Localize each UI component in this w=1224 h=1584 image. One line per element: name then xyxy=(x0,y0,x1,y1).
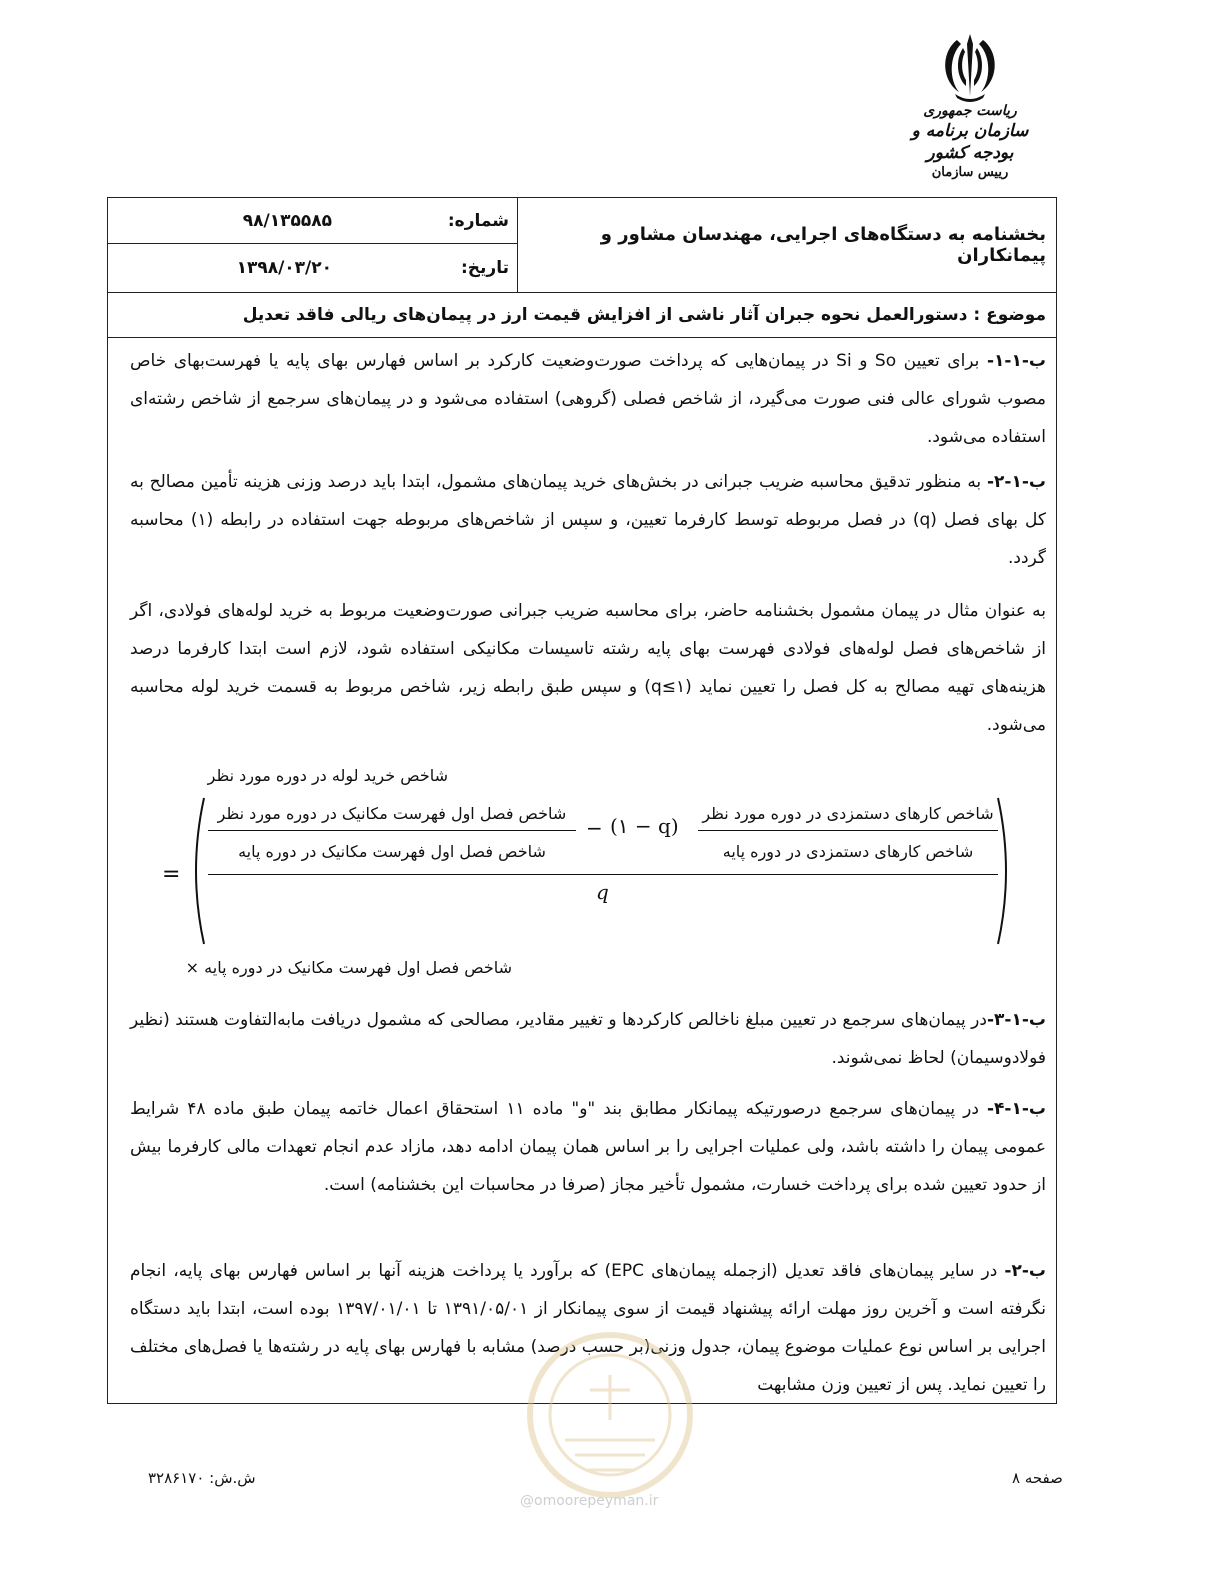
clause-code: ب-۱-۳- xyxy=(986,1010,1046,1030)
clause-text: در سایر پیمان‌های فاقد تعدیل (ازجمله پیمان‌های EPC) که برآورد یا پرداخت هزینه آنها بر اساس فهارس بهای پایه، انجام نگرفته است و آخرین روز مهلت ارائه پیشنهاد قیمت از سوی پیمانکار از ۱۳۹۱/۰۵/۰۱ تا ۱۳۹۷/۰۱/۰۱ بوده است، ابتدا باید دستگاه اجرایی بر اساس نوع عملیات موضوع پیمان، جدول وزنی(بر حسب درصد) مشابه با فهارس بهای پایه در رشته‌ها یا فصل‌های مختلف را تعیین نماید. پس از تعیین وزن مشابهت xyxy=(130,1261,1047,1395)
formula-equals: = xyxy=(162,862,181,887)
letter-header-table xyxy=(108,198,1056,292)
organization-header xyxy=(895,30,1045,195)
letter-date-label: تاریخ: xyxy=(461,258,509,278)
postal-code-label: ش.ش: ۳۲۸۶۱۷۰ xyxy=(148,1469,256,1487)
clause-text: در پیمان‌های سرجمع در تعیین مبلغ ناخالص کارکردها و تغییر مقادیر، مصالحی که مشمول دریافت مابه‌التفاوت هستند (نظیر فولادوسیمان) لحاظ نمی‌شوند. xyxy=(130,1010,1046,1068)
letter-subject: موضوع : دستورالعمل نحوه جبران آثار ناشی از افزایش قیمت ارز در پیمان‌های ریالی فاقد تعدیل xyxy=(108,292,1056,338)
formula-q: q xyxy=(596,880,609,904)
page-number: صفحه ۸ xyxy=(1012,1469,1063,1487)
clause-b-1-4 xyxy=(130,1090,1046,1204)
letter-frame xyxy=(107,197,1057,1404)
formula-lhs: شاخص خرید لوله در دوره مورد نظر xyxy=(207,766,448,785)
clause-code: ب-۱-۱- xyxy=(986,351,1046,371)
term1-numerator: شاخص کارهای دستمزدی در دوره مورد نظر xyxy=(702,804,994,823)
letter-number-value: ۹۸/۱۳۵۵۸۵ xyxy=(242,210,332,231)
main-fraction-bar xyxy=(208,874,998,875)
clause-code: ب-۲- xyxy=(1004,1261,1046,1281)
formula-minus: − xyxy=(586,816,603,840)
right-paren-icon xyxy=(996,796,1016,946)
term2-numerator: شاخص فصل اول فهرست مکانیک در دوره مورد نظر xyxy=(217,804,567,823)
reference-box xyxy=(108,198,518,292)
term1-fraction-bar xyxy=(698,830,998,831)
letter-number-label: شماره: xyxy=(447,210,509,231)
clause-code: ب-۱-۲- xyxy=(986,472,1046,492)
watermark-handle: @omoorepeyman.ir xyxy=(520,1493,659,1509)
example-paragraph: به عنوان مثال در پیمان مشمول بخشنامه حاضر، برای محاسبه ضریب جبرانی صورت‌وضعیت مربوط به خرید لوله‌های فولادی، اگر از شاخص‌های فصل لوله‌های فولادی فهرست بهای پایه رشته تاسیسات مکانیکی استفاده شود، لازم است ابتدا کارفرما درصد هزینه‌های تهیه مصالح به کل فصل را تعیین نماید (q≤۱) و سپس طبق رابطه زیر، شاخص مربوط به قسمت خرید لوله محاسبه می‌شود. xyxy=(130,601,1047,735)
term2-fraction-bar xyxy=(208,830,576,831)
formula xyxy=(158,766,1038,977)
letter-date-row xyxy=(108,244,517,292)
term1-denominator: شاخص کارهای دستمزدی در دوره پایه xyxy=(722,842,974,861)
letter-number-row xyxy=(108,198,517,244)
clause-b-1-2 xyxy=(130,463,1046,577)
clause-b-1-3 xyxy=(130,1001,1046,1077)
term2-denominator: شاخص فصل اول فهرست مکانیک در دوره پایه xyxy=(238,842,546,861)
org-president-label: ریاست جمهوری xyxy=(923,103,1017,119)
clause-text: برای تعیین So و Si در پیمان‌هایی که پرداخت صورت‌وضعیت کارکرد بر اساس فهارس بهای پایه یا فهرست‌بهای خاص مصوب شورای عالی فنی صورت می‌گیرد، از شاخص فصلی (گروهی) استفاده می‌شود و در پیمان‌های سرجمع از شاخص رشته‌ای استفاده می‌شود. xyxy=(130,351,1046,447)
recipients-title: بخشنامه به دستگاه‌های اجرایی، مهندسان مشاور و پیمانکاران xyxy=(600,224,1046,266)
formula-tail: شاخص فصل اول فهرست مکانیک در دوره پایه × xyxy=(185,958,512,977)
formula-coefficient: (۱ − q) xyxy=(610,814,679,838)
org-role-label: رییس سازمان xyxy=(931,165,1009,180)
clause-b-1-1 xyxy=(130,342,1046,456)
left-paren-icon xyxy=(186,796,206,946)
clause-text: به منظور تدقیق محاسبه ضریب جبرانی در بخش‌های خرید پیمان‌های مشمول، ابتدا باید درصد وزنی هزینه تأمین مصالح به کل بهای فصل (q) در فصل مربوطه توسط کارفرما تعیین، و سپس از شاخص‌های مربوطه جهت استفاده در رابطه (۱) محاسبه گردد. xyxy=(130,472,1047,568)
iran-emblem-icon xyxy=(935,30,1005,102)
clause-code: ب-۱-۴- xyxy=(986,1099,1046,1119)
clause-text: در پیمان‌های سرجمع درصورتیکه پیمانکار مطابق بند "و" ماده ۱۱ استحقاق اعمال خاتمه پیمان طبق ماده ۴۸ شرایط عمومی پیمان را داشته باشد، ولی عملیات اجرایی را بر اساس همان پیمان ادامه دهد، مازاد عدم انجام تعهدات مالی کارفرما بیش از حدود تعیین شده برای پرداخت خسارت، مشمول تأخیر مجاز (صرفا در محاسبات این بخشنامه) است. xyxy=(130,1099,1046,1195)
org-name-label: سازمان برنامه و بودجه کشور xyxy=(911,121,1029,163)
letter-date-value: ۱۳۹۸/۰۳/۲۰ xyxy=(236,258,332,278)
watermark-seal-icon xyxy=(505,1330,715,1500)
